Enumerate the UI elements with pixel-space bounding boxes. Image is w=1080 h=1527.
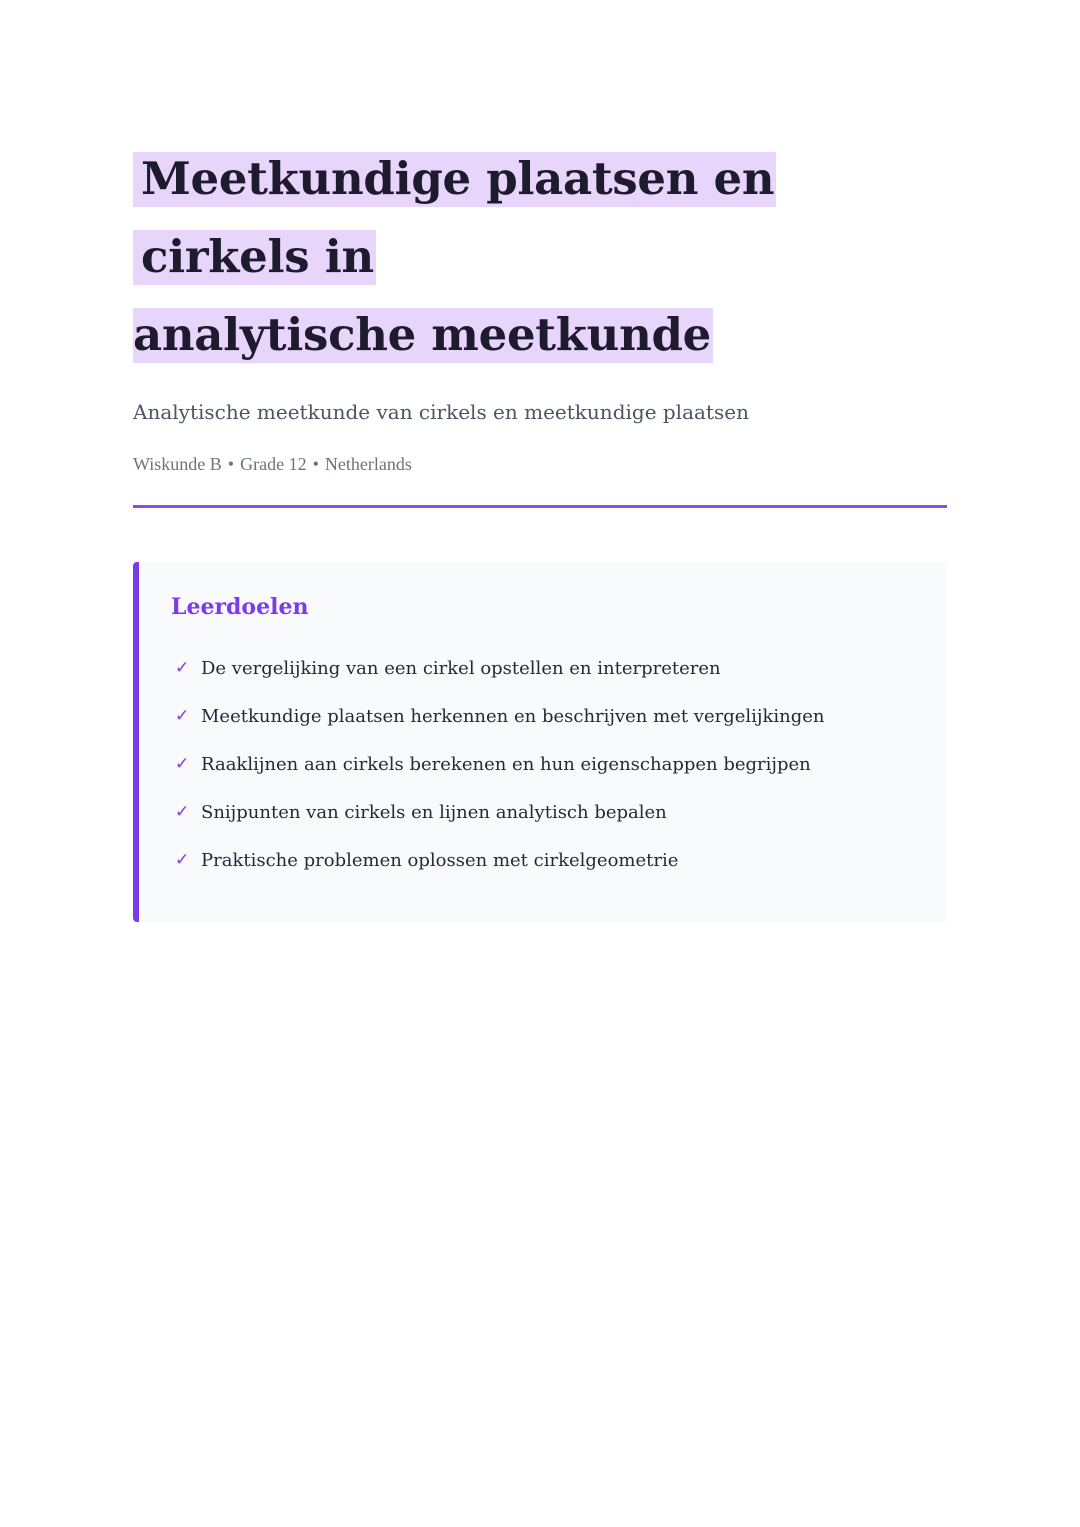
page-title-line-2: analytische meetkunde <box>133 308 711 361</box>
header-divider <box>133 505 947 508</box>
meta-subject: Wiskunde B <box>133 454 222 474</box>
list-item-text: Raaklijnen aan cirkels berekenen en hun eigenschappen begrijpen <box>201 753 811 775</box>
meta-grade: Grade 12 <box>240 454 307 474</box>
list-item <box>171 644 915 692</box>
meta-separator: • <box>227 454 235 474</box>
learning-objectives-panel <box>133 562 947 922</box>
learning-objectives-list <box>171 644 915 884</box>
content-area <box>133 140 947 922</box>
page-title-line-1: Meetkundige plaatsen en cirkels in <box>133 152 776 285</box>
page-subtitle: Analytische meetkunde van cirkels en meetkundige plaatsen <box>133 400 749 424</box>
list-item-text: De vergelijking van een cirkel opstellen en interpreteren <box>201 657 721 679</box>
list-item <box>171 836 915 884</box>
checkmark-icon: ✓ <box>175 850 190 870</box>
meta-country: Netherlands <box>324 454 412 474</box>
list-item-text: Snijpunten van cirkels en lijnen analytisch bepalen <box>201 801 667 823</box>
checkmark-icon: ✓ <box>175 802 190 822</box>
meta-line <box>133 454 947 475</box>
list-item-text: Praktische problemen oplossen met cirkelgeometrie <box>201 849 679 871</box>
meta-separator: • <box>312 454 319 474</box>
list-item <box>171 788 915 836</box>
page-title <box>133 140 947 374</box>
list-item-text: Meetkundige plaatsen herkennen en beschrijven met vergelijkingen <box>201 705 825 727</box>
checkmark-icon: ✓ <box>175 706 190 726</box>
learning-objectives-heading: Leerdoelen <box>171 594 309 620</box>
checkmark-icon: ✓ <box>175 658 190 678</box>
checkmark-icon: ✓ <box>175 754 190 774</box>
list-item <box>171 740 915 788</box>
list-item <box>171 692 915 740</box>
